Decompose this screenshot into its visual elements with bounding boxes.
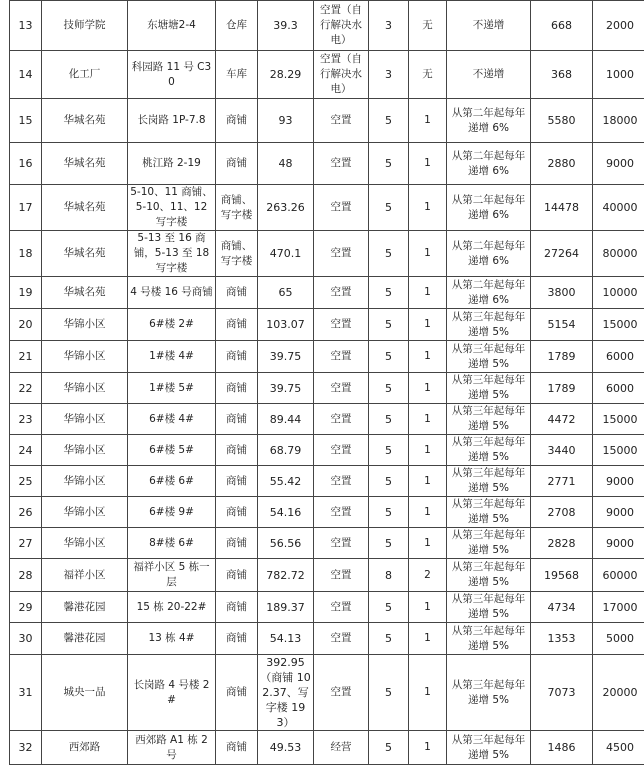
type-cell: 商铺 [216,143,258,185]
increase-cell: 从第三年起每年递增 5% [447,592,531,623]
community-cell: 华锦小区 [42,466,128,497]
community-cell: 技师学院 [42,1,128,51]
status-cell: 空置 [314,435,369,466]
address-cell: 6#楼 5# [128,435,216,466]
community-cell: 华城名苑 [42,185,128,231]
community-cell: 华锦小区 [42,309,128,341]
free-period-cell: 无 [409,1,447,51]
free-period-cell: 1 [409,404,447,435]
type-cell: 商铺 [216,309,258,341]
increase-cell: 从第三年起每年递增 5% [447,655,531,731]
type-cell: 仓库 [216,1,258,51]
row-number: 26 [10,497,42,528]
deposit-cell: 60000 [593,559,644,592]
address-cell: 福祥小区 5 栋一层 [128,559,216,592]
increase-cell: 从第三年起每年递增 5% [447,373,531,404]
table-body [10,1,644,765]
reserve-price-cell: 4734 [531,592,593,623]
area-cell: 54.13 [258,623,314,655]
reserve-price-cell: 19568 [531,559,593,592]
years-cell: 5 [369,623,409,655]
reserve-price-cell: 7073 [531,655,593,731]
community-cell: 馨港花园 [42,592,128,623]
deposit-cell: 15000 [593,309,644,341]
years-cell: 5 [369,341,409,373]
status-cell: 空置 [314,231,369,277]
years-cell: 5 [369,528,409,559]
address-cell: 6#楼 4# [128,404,216,435]
community-cell: 华城名苑 [42,143,128,185]
deposit-cell: 9000 [593,143,644,185]
address-cell: 6#楼 6# [128,466,216,497]
status-cell: 空置 [314,309,369,341]
address-cell: 5-13 至 16 商铺，5-13 至 18 写字楼 [128,231,216,277]
status-cell: 空置 [314,185,369,231]
increase-cell: 从第三年起每年递增 5% [447,559,531,592]
table-row [10,466,644,497]
area-cell: 189.37 [258,592,314,623]
deposit-cell: 15000 [593,404,644,435]
area-cell: 28.29 [258,51,314,99]
row-number: 31 [10,655,42,731]
reserve-price-cell: 1789 [531,373,593,404]
deposit-cell: 20000 [593,655,644,731]
deposit-cell: 1000 [593,51,644,99]
free-period-cell: 无 [409,51,447,99]
deposit-cell: 9000 [593,528,644,559]
status-cell: 空置（自行解决水电） [314,51,369,99]
increase-cell: 从第二年起每年递增 6% [447,231,531,277]
area-cell: 49.53 [258,731,314,765]
type-cell: 商铺 [216,99,258,143]
years-cell: 5 [369,99,409,143]
free-period-cell: 1 [409,309,447,341]
area-cell: 65 [258,277,314,309]
increase-cell: 从第二年起每年递增 6% [447,185,531,231]
free-period-cell: 1 [409,143,447,185]
free-period-cell: 1 [409,231,447,277]
increase-cell: 不递增 [447,1,531,51]
row-number: 13 [10,1,42,51]
table-row [10,277,644,309]
status-cell: 空置 [314,277,369,309]
area-cell: 55.42 [258,466,314,497]
years-cell: 5 [369,497,409,528]
free-period-cell: 1 [409,99,447,143]
row-number: 24 [10,435,42,466]
table-row [10,309,644,341]
reserve-price-cell: 2771 [531,466,593,497]
years-cell: 5 [369,435,409,466]
address-cell: 1#楼 4# [128,341,216,373]
table-row [10,623,644,655]
table-row [10,51,644,99]
status-cell: 空置 [314,466,369,497]
deposit-cell: 4500 [593,731,644,765]
address-cell: 长岗路 1P-7.8 [128,99,216,143]
free-period-cell: 1 [409,731,447,765]
free-period-cell: 1 [409,466,447,497]
deposit-cell: 9000 [593,497,644,528]
increase-cell: 从第三年起每年递增 5% [447,528,531,559]
deposit-cell: 10000 [593,277,644,309]
free-period-cell: 1 [409,655,447,731]
increase-cell: 从第三年起每年递增 5% [447,404,531,435]
table-row [10,341,644,373]
type-cell: 商铺 [216,404,258,435]
increase-cell: 从第三年起每年递增 5% [447,309,531,341]
address-cell: 15 栋 20-22# [128,592,216,623]
free-period-cell: 1 [409,623,447,655]
type-cell: 商铺 [216,341,258,373]
free-period-cell: 1 [409,185,447,231]
free-period-cell: 1 [409,528,447,559]
row-number: 15 [10,99,42,143]
table-row [10,731,644,765]
area-cell: 68.79 [258,435,314,466]
reserve-price-cell: 4472 [531,404,593,435]
reserve-price-cell: 668 [531,1,593,51]
status-cell: 空置 [314,559,369,592]
area-cell: 39.75 [258,341,314,373]
table-row [10,655,644,731]
property-table [9,0,644,765]
table-row [10,1,644,51]
community-cell: 华城名苑 [42,231,128,277]
type-cell: 商铺 [216,466,258,497]
reserve-price-cell: 3800 [531,277,593,309]
status-cell: 空置 [314,592,369,623]
table-row [10,231,644,277]
years-cell: 3 [369,51,409,99]
community-cell: 西郊路 [42,731,128,765]
community-cell: 华锦小区 [42,497,128,528]
deposit-cell: 17000 [593,592,644,623]
increase-cell: 从第二年起每年递增 6% [447,99,531,143]
community-cell: 华锦小区 [42,435,128,466]
address-cell: 1#楼 5# [128,373,216,404]
increase-cell: 从第三年起每年递增 5% [447,731,531,765]
type-cell: 商铺、写字楼 [216,231,258,277]
years-cell: 5 [369,592,409,623]
area-cell: 93 [258,99,314,143]
row-number: 20 [10,309,42,341]
increase-cell: 不递增 [447,51,531,99]
reserve-price-cell: 1486 [531,731,593,765]
reserve-price-cell: 14478 [531,185,593,231]
type-cell: 商铺 [216,623,258,655]
community-cell: 华城名苑 [42,277,128,309]
area-cell: 103.07 [258,309,314,341]
area-cell: 782.72 [258,559,314,592]
table-row [10,143,644,185]
table-row [10,528,644,559]
increase-cell: 从第三年起每年递增 5% [447,341,531,373]
deposit-cell: 6000 [593,341,644,373]
table-row [10,497,644,528]
type-cell: 商铺 [216,655,258,731]
table-row [10,404,644,435]
reserve-price-cell: 5580 [531,99,593,143]
reserve-price-cell: 2708 [531,497,593,528]
row-number: 21 [10,341,42,373]
status-cell: 空置 [314,404,369,435]
years-cell: 5 [369,466,409,497]
row-number: 14 [10,51,42,99]
row-number: 16 [10,143,42,185]
type-cell: 商铺 [216,559,258,592]
status-cell: 空置 [314,143,369,185]
status-cell: 空置 [314,497,369,528]
status-cell: 经营 [314,731,369,765]
address-cell: 科园路 11 号 C30 [128,51,216,99]
increase-cell: 从第三年起每年递增 5% [447,435,531,466]
deposit-cell: 40000 [593,185,644,231]
years-cell: 3 [369,1,409,51]
years-cell: 5 [369,404,409,435]
table-row [10,559,644,592]
years-cell: 8 [369,559,409,592]
area-cell: 392.95（商铺 102.37、写字楼 193） [258,655,314,731]
free-period-cell: 1 [409,497,447,528]
free-period-cell: 1 [409,435,447,466]
type-cell: 车库 [216,51,258,99]
deposit-cell: 15000 [593,435,644,466]
reserve-price-cell: 1353 [531,623,593,655]
table-row [10,99,644,143]
free-period-cell: 1 [409,592,447,623]
community-cell: 馨港花园 [42,623,128,655]
community-cell: 化工厂 [42,51,128,99]
area-cell: 54.16 [258,497,314,528]
deposit-cell: 6000 [593,373,644,404]
increase-cell: 从第二年起每年递增 6% [447,143,531,185]
free-period-cell: 1 [409,277,447,309]
years-cell: 5 [369,277,409,309]
row-number: 30 [10,623,42,655]
deposit-cell: 18000 [593,99,644,143]
increase-cell: 从第二年起每年递增 6% [447,277,531,309]
area-cell: 39.3 [258,1,314,51]
reserve-price-cell: 1789 [531,341,593,373]
row-number: 28 [10,559,42,592]
row-number: 19 [10,277,42,309]
type-cell: 商铺 [216,731,258,765]
reserve-price-cell: 2828 [531,528,593,559]
row-number: 17 [10,185,42,231]
status-cell: 空置 [314,99,369,143]
row-number: 25 [10,466,42,497]
community-cell: 华锦小区 [42,528,128,559]
area-cell: 89.44 [258,404,314,435]
years-cell: 5 [369,185,409,231]
address-cell: 长岗路 4 号楼 2# [128,655,216,731]
years-cell: 5 [369,373,409,404]
table-row [10,373,644,404]
status-cell: 空置 [314,623,369,655]
address-cell: 西郊路 A1 栋 2 号 [128,731,216,765]
address-cell: 桃江路 2-19 [128,143,216,185]
increase-cell: 从第三年起每年递增 5% [447,623,531,655]
address-cell: 4 号楼 16 号商铺 [128,277,216,309]
deposit-cell: 80000 [593,231,644,277]
reserve-price-cell: 3440 [531,435,593,466]
deposit-cell: 2000 [593,1,644,51]
row-number: 18 [10,231,42,277]
row-number: 29 [10,592,42,623]
community-cell: 福祥小区 [42,559,128,592]
area-cell: 56.56 [258,528,314,559]
row-number: 23 [10,404,42,435]
years-cell: 5 [369,731,409,765]
row-number: 22 [10,373,42,404]
area-cell: 470.1 [258,231,314,277]
free-period-cell: 2 [409,559,447,592]
type-cell: 商铺 [216,373,258,404]
deposit-cell: 9000 [593,466,644,497]
increase-cell: 从第三年起每年递增 5% [447,466,531,497]
community-cell: 华城名苑 [42,99,128,143]
community-cell: 华锦小区 [42,341,128,373]
years-cell: 5 [369,231,409,277]
type-cell: 商铺 [216,277,258,309]
area-cell: 263.26 [258,185,314,231]
increase-cell: 从第三年起每年递增 5% [447,497,531,528]
years-cell: 5 [369,655,409,731]
community-cell: 城央一品 [42,655,128,731]
table-row [10,592,644,623]
type-cell: 商铺 [216,435,258,466]
free-period-cell: 1 [409,373,447,404]
area-cell: 48 [258,143,314,185]
table-row [10,185,644,231]
reserve-price-cell: 27264 [531,231,593,277]
deposit-cell: 5000 [593,623,644,655]
reserve-price-cell: 2880 [531,143,593,185]
status-cell: 空置 [314,341,369,373]
type-cell: 商铺、写字楼 [216,185,258,231]
address-cell: 6#楼 2# [128,309,216,341]
area-cell: 39.75 [258,373,314,404]
community-cell: 华锦小区 [42,373,128,404]
free-period-cell: 1 [409,341,447,373]
status-cell: 空置 [314,655,369,731]
address-cell: 5-10、11 商铺、5-10、11、12 写字楼 [128,185,216,231]
years-cell: 5 [369,143,409,185]
reserve-price-cell: 368 [531,51,593,99]
address-cell: 东塘塘2-4 [128,1,216,51]
table-row [10,435,644,466]
address-cell: 6#楼 9# [128,497,216,528]
reserve-price-cell: 5154 [531,309,593,341]
address-cell: 13 栋 4# [128,623,216,655]
status-cell: 空置 [314,528,369,559]
type-cell: 商铺 [216,528,258,559]
row-number: 32 [10,731,42,765]
row-number: 27 [10,528,42,559]
status-cell: 空置（自行解决水电） [314,1,369,51]
years-cell: 5 [369,309,409,341]
community-cell: 华锦小区 [42,404,128,435]
type-cell: 商铺 [216,497,258,528]
status-cell: 空置 [314,373,369,404]
address-cell: 8#楼 6# [128,528,216,559]
type-cell: 商铺 [216,592,258,623]
